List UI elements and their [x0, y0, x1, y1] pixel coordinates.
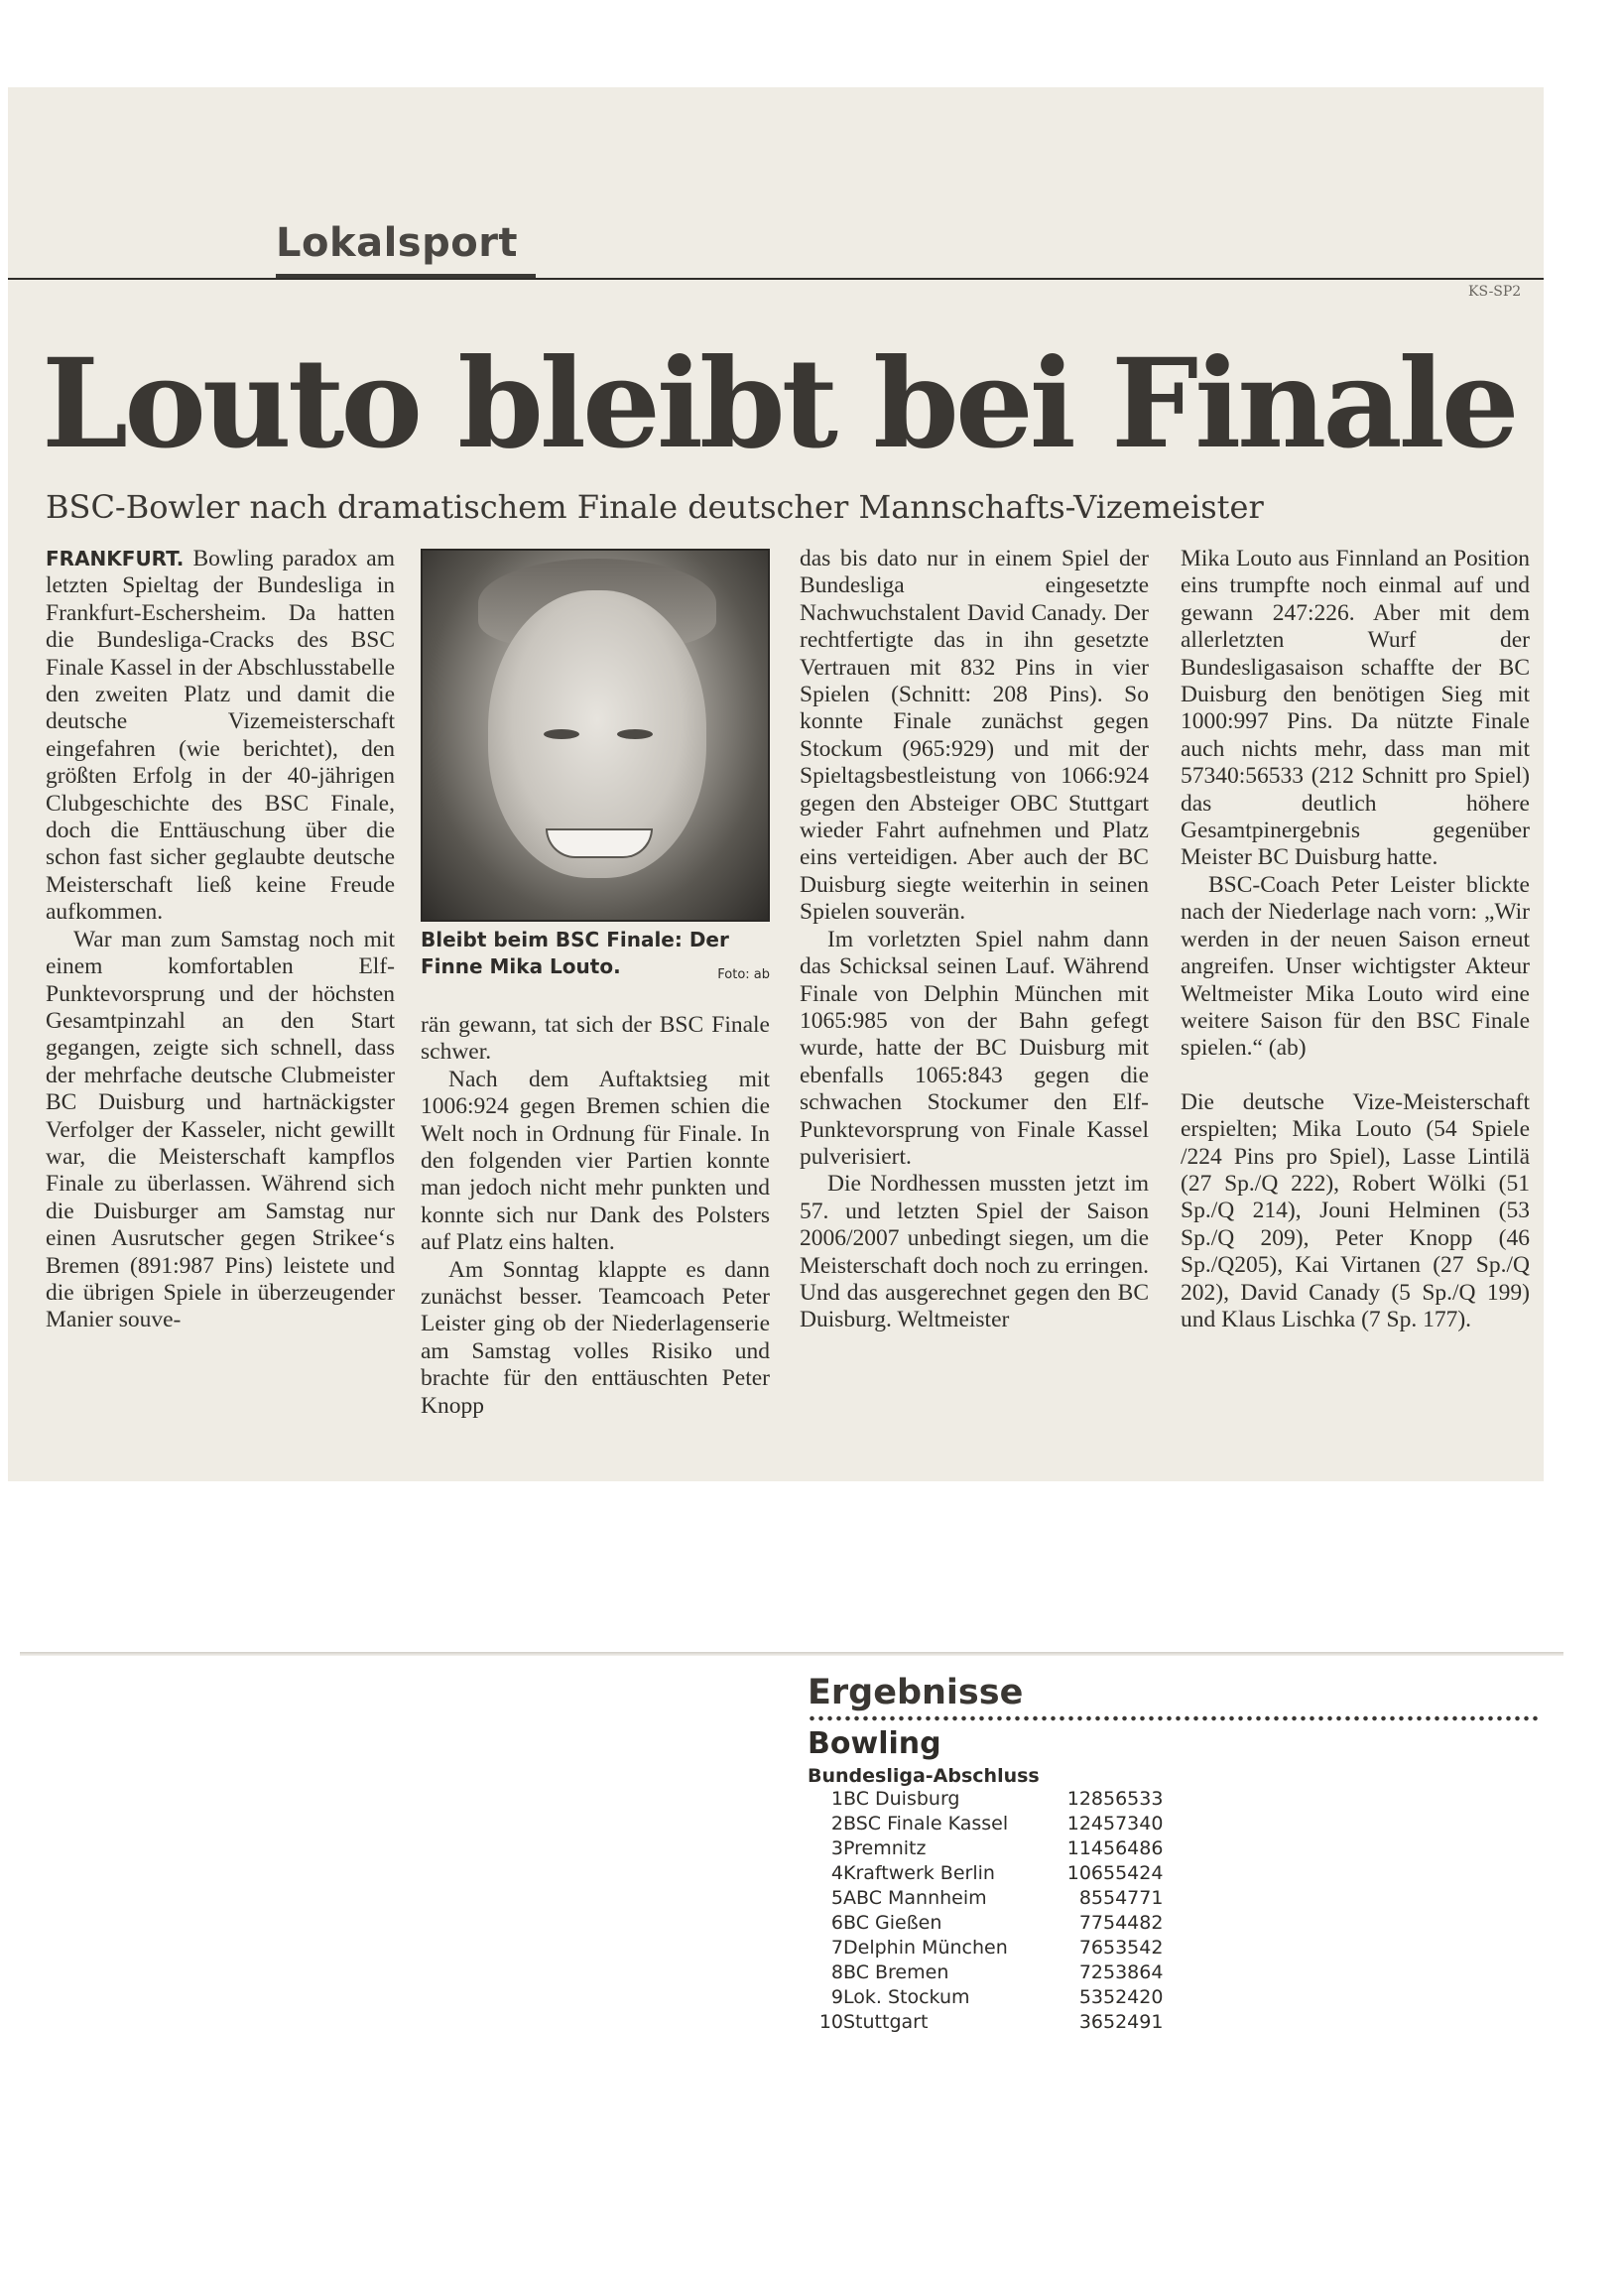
article-paragraph: Am Sonntag klappte es dann zunächst besser. Teamcoach Peter Leister ging ob der Niederlagenserie am Samstag volles Risiko und brachte für den enttäuschten Peter Knopp — [421, 1256, 770, 1419]
standings-pins: 57340 — [1103, 1813, 1164, 1834]
table-row — [817, 1961, 1173, 1985]
standings-points: 53 — [1078, 1986, 1103, 2008]
table-row — [817, 1936, 1173, 1961]
subheadline: BSC-Bowler nach dramatischem Finale deutscher Mannschafts-Vizemeister — [46, 488, 1264, 526]
standings-pins: 56486 — [1103, 1837, 1164, 1859]
standings-rank: 2 — [830, 1813, 843, 1834]
section-title: Lokalsport — [276, 220, 519, 266]
article-text: Bowling paradox am letzten Spieltag der Bundesliga in Frankfurt-Eschersheim. Da hatten die Bundesliga-Cracks des BSC Finale Kassel in der Abschlusstabelle den zweiten Platz und damit die deutsche Vizemeisterschaft eingefahren (wie berichtet), den größten Erfolg in der 40-jährigen Clubgeschichte des BSC Finale, doch die Enttäuschung über die schon fast sicher geglaubte deutsche Meisterschaft ließ keine Freude aufkommen. — [46, 546, 396, 926]
article-paragraph: Im vorletzten Spiel nahm dann das Schicksal seinen Lauf. Während Finale von Delphin München mit 1065:985 von der Bahn gefegt wurde, hatte der BC Duisburg mit ebenfalls 1065:843 gegen die schwachen Stockumer den Elf-Punktevorsprung von Finale Kassel pulverisiert. — [800, 926, 1149, 1170]
standings-team: BC Duisburg — [843, 1788, 960, 1810]
standings-rank: 9 — [830, 1986, 843, 2008]
results-sport: Bowling — [808, 1726, 941, 1761]
results-box — [808, 1673, 1542, 2035]
standings-rank: 4 — [830, 1862, 843, 1884]
photo-eye — [617, 729, 653, 739]
results-title: Ergebnisse — [808, 1673, 1024, 1712]
standings-points: 85 — [1078, 1887, 1103, 1909]
clipping-edge — [20, 1652, 1563, 1656]
standings-rank: 6 — [830, 1912, 843, 1934]
table-row — [817, 1812, 1173, 1836]
standings-team: BSC Finale Kassel — [843, 1813, 1009, 1834]
photo-credit: Foto: ab — [717, 967, 770, 982]
standings-points: 36 — [1078, 2011, 1103, 2033]
standings-points: 72 — [1078, 1961, 1103, 1983]
article-paragraph: BSC-Coach Peter Leister blickte nach der Niederlage nach vorn: „Wir werden in der neuen Saison erneut angreifen. Unser wichtigster Akteur Weltmeister Mika Louto wird eine weitere Saison für den BSC Finale spielen.“ (ab) — [1181, 871, 1530, 1062]
standings-pins: 53864 — [1103, 1961, 1164, 1983]
standings-points: 128 — [1066, 1788, 1103, 1810]
table-row — [817, 1787, 1173, 1812]
standings-rank: 3 — [830, 1837, 843, 1859]
results-league: Bundesliga-Abschluss — [808, 1765, 1040, 1787]
standings-points: 77 — [1078, 1912, 1103, 1934]
top-rule — [8, 278, 1544, 280]
article-paragraph: Mika Louto aus Finnland an Position eins trumpfte noch einmal auf und gewann 247:226. Aber mit dem allerletzten Wurf der Bundesligasaison schaffte der BC Duisburg den benötigen Sieg mit 1000:997 Pins. Da nützte Finale auch nichts mehr, dass man mit 57340:56533 (212 Schnitt pro Spiel) das deutlich höhere Gesamtpinergebnis gegenüber Meister BC Duisburg hatte. — [1181, 546, 1530, 871]
standings-pins: 56533 — [1103, 1788, 1164, 1810]
standings-team: BC Bremen — [843, 1961, 949, 1983]
standings-points: 124 — [1066, 1813, 1103, 1834]
standings-team: Stuttgart — [843, 2011, 929, 2033]
standings-rank: 8 — [830, 1961, 843, 1983]
article-paragraph: rän gewann, tat sich der BSC Finale schwer. — [421, 1012, 770, 1066]
standings-points: 114 — [1066, 1837, 1103, 1859]
headline: Louto bleibt bei Finale — [42, 332, 1516, 476]
standings-pins: 54482 — [1103, 1912, 1164, 1934]
standings-team: Kraftwerk Berlin — [843, 1862, 995, 1884]
standings-team: BC Gießen — [843, 1912, 942, 1934]
article-column-4 — [1181, 546, 1530, 1333]
standings-rank: 5 — [830, 1887, 843, 1909]
photo-caption — [421, 927, 770, 988]
standings-pins: 55424 — [1103, 1862, 1164, 1884]
photo-eye — [544, 729, 579, 739]
standings-pins: 52420 — [1103, 1986, 1164, 2008]
article-paragraph: das bis dato nur in einem Spiel der Bundesliga eingesetzte Nachwuchstalent David Canady. Der rechtfertigte das in ihn gesetzte Vertrauen mit 832 Pins in vier Spielen (Schnitt: 208 Pins). So konnte Finale zunächst gegen Stockum (965:929) und mit der Spieltagsbestleistung von 1066:924 gegen den Absteiger OBC Stuttgart wieder Fahrt aufnehmen und Platz eins verteidigen. Aber auch der BC Duisburg siegte weiterhin in seinen Spielen souverän. — [800, 546, 1149, 926]
article-column-2 — [421, 1012, 770, 1420]
article-paragraph: War man zum Samstag noch mit einem komfortablen Elf-Punktevorsprung und der höchsten Gesamtpinzahl an den Start gegangen, zeigte sich schnell, dass der mehrfache deutsche Clubmeister BC Duisburg und hartnäckigster Verfolger der Kasseler, nicht gewillt war, die Meisterschaft kampflos Finale zu überlassen. Während sich die Duisburger am Samstag nur einen Ausrutscher gegen Strikee‘s Bremen (891:987 Pins) leistete und die übrigen Spiele in überzeugender Manier souve- — [46, 926, 395, 1333]
standings-team: Lok. Stockum — [843, 1986, 970, 2008]
article-paragraph — [46, 546, 395, 927]
player-photo — [421, 549, 770, 922]
caption-text: Bleibt beim BSC Finale: Der Finne Mika Louto. — [421, 928, 729, 978]
standings-team: Premnitz — [843, 1837, 927, 1859]
table-row — [817, 1985, 1173, 2010]
dateline: FRANKFURT. — [46, 547, 185, 570]
table-row — [817, 1911, 1173, 1936]
table-row — [817, 1886, 1173, 1911]
article-paragraph: Die Nordhessen mussten jetzt im 57. und letzten Spiel der Saison 2006/2007 unbedingt siegen, um die Meisterschaft doch noch zu erringen. Und das ausgerechnet gegen den BC Duisburg. Weltmeister — [800, 1171, 1149, 1333]
standings-pins: 52491 — [1103, 2011, 1164, 2033]
table-row — [817, 1861, 1173, 1886]
table-row — [817, 1836, 1173, 1861]
standings-rank: 1 — [830, 1788, 843, 1810]
article-column-3 — [800, 546, 1149, 1334]
standings-points: 106 — [1066, 1862, 1103, 1884]
article-paragraph: Nach dem Auftaktsieg mit 1006:924 gegen Bremen schien die Welt noch in Ordnung für Finale. In den folgenden vier Partien konnte man jedoch nicht mehr punkten und konnte sich nur Dank des Polsters auf Platz eins halten. — [421, 1066, 770, 1256]
dotted-rule — [808, 1714, 1542, 1722]
standings-pins: 53542 — [1103, 1937, 1164, 1959]
standings-team: Delphin München — [843, 1937, 1008, 1959]
standings-table — [817, 1787, 1173, 2035]
standings-pins: 54771 — [1103, 1887, 1164, 1909]
standings-rank: 10 — [818, 2011, 843, 2033]
table-row — [817, 2010, 1173, 2035]
page-code: KS-SP2 — [1468, 284, 1522, 300]
standings-points: 76 — [1078, 1937, 1103, 1959]
standings-team: ABC Mannheim — [843, 1887, 987, 1909]
article-paragraph: Die deutsche Vize-Meisterschaft erspielten; Mika Louto (54 Spiele /224 Pins pro Spiel), Lasse Lintilä (27 Sp./Q 222), Robert Wölki (51 Sp./Q 214), Jouni Helminen (53 Sp./Q 209), Peter Knopp (46 Sp./Q205), Kai Virtanen (27 Sp./Q 202), David Canady (5 Sp./Q 199) und Klaus Lischka (7 Sp. 177). — [1181, 1088, 1530, 1332]
article-column-1 — [46, 546, 395, 1334]
photo-smile — [546, 828, 653, 858]
standings-rank: 7 — [830, 1937, 843, 1959]
